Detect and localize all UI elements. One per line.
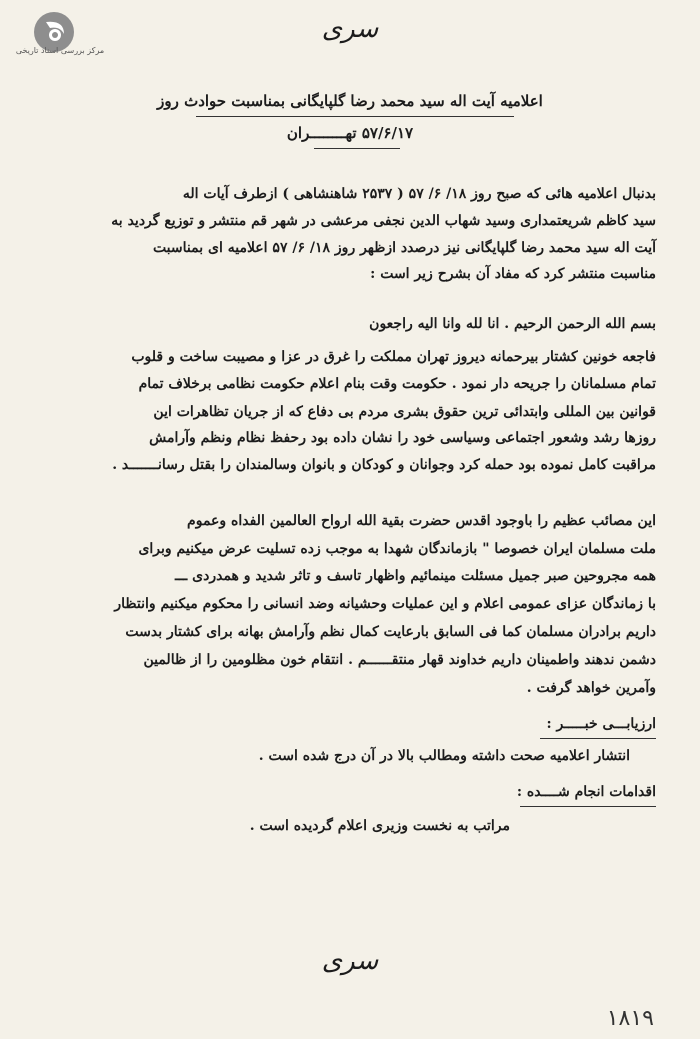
intro-line: آیت اله سید محمد رضا گلپایگانی نیز درصدد ازظهر روز ۱۸/ ۶/ ۵۷ اعلامیه ای بمناسبت — [152, 240, 656, 256]
document-title: اعلامیه آیت اله سید محمد رضا گلپایگانی بمناسبت حوادث روز — [157, 92, 543, 110]
classification-top: سری — [321, 14, 379, 44]
body-line: تمام مسلمانان را جریحه دار نمود . حکومت وقت بنام اعلام حکومت نظامی برخلاف تمام — [138, 376, 656, 392]
body-line: دشمن ندهند واطمینان داریم خداوند قهار منتقــــــم . انتقام خون مظلومین را از ظالمین — [143, 652, 656, 668]
body-line: مراقبت کامل نموده بود حمله کرد وجوانان و کودکان و بانوان وسالمندان را بقتل رسانـــــــد . — [112, 457, 656, 473]
date-underline — [314, 148, 400, 149]
actions-heading: اقدامات انجام شــــده : — [516, 784, 656, 800]
actions-underline — [520, 806, 656, 807]
title-underline — [196, 116, 514, 117]
body-line: با زماندگان عزای عمومی اعلام و این عملیات وحشیانه وضد انسانی را محکوم میکنیم وانتظار — [114, 596, 656, 612]
actions-text: مراتب به نخست وزیری اعلام گردیده است . — [249, 818, 510, 834]
evaluation-heading: ارزیابـــی خبـــــر : — [546, 716, 656, 732]
intro-line: مناسبت منتشر کرد که مفاد آن بشرح زیر است : — [370, 266, 656, 282]
archive-logo-text: مرکز بررسی اسناد تاریخی — [15, 46, 105, 55]
evaluation-underline — [540, 738, 656, 739]
body-line: این مصائب عظیم را باوجود اقدس حضرت بقیة الله ارواح العالمین الفداه وعموم — [187, 513, 656, 529]
body-line: قوانین بین المللی وابتدائی ترین حقوق بشری مردم بی دفاع که از جریان تظاهرات این — [153, 404, 656, 420]
body-line: داریم برادران مسلمان کما فی السابق بارعایت کمال نظم وآرامش بهانه برای کشتار بدست — [125, 624, 656, 640]
body-line: فاجعه خونین کشتار بیرحمانه دیروز تهران مملکت را غرق در عزا و مصیبت ساخت و قلوب — [131, 349, 656, 365]
body-line: وآمرین خواهد گرفت . — [526, 680, 656, 696]
body-line: همه مجروحین صبر جمیل مسئلت مینمائیم واظهار تاسف و تاثر شدید و همدردی ـــ — [174, 568, 656, 584]
body-line: بسم الله الرحمن الرحیم . انا لله وانا الیه راجعون — [369, 316, 656, 332]
intro-line: بدنبال اعلامیه هائی که صبح روز ۱۸/ ۶/ ۵۷ ( ۲۵۳۷ شاهنشاهی ) ازطرف آیات اله — [182, 186, 656, 202]
evaluation-text: انتشار اعلامیه صحت داشته ومطالب بالا در آن درج شده است . — [258, 748, 630, 764]
document-date-place: ۵۷/۶/۱۷ تهــــــــران — [286, 124, 414, 142]
page-number: ۱۸۱۹ — [606, 1006, 654, 1031]
body-line: ملت مسلمان ایران خصوصا " بازماندگان شهدا به موجب زده تسلیت عرض میکنیم وبرای — [138, 541, 656, 557]
body-line: روزها رشد وشعور اجتماعی وسیاسی خود را نشان داده بود رحفظ نظام ونظم وآرامش — [149, 430, 656, 446]
intro-line: سید کاظم شریعتمداری وسید شهاب الدین نجفی مرعشی در شهر قم منتشر و توزیع گردید به — [111, 213, 656, 229]
classification-bottom: سری — [321, 946, 379, 976]
